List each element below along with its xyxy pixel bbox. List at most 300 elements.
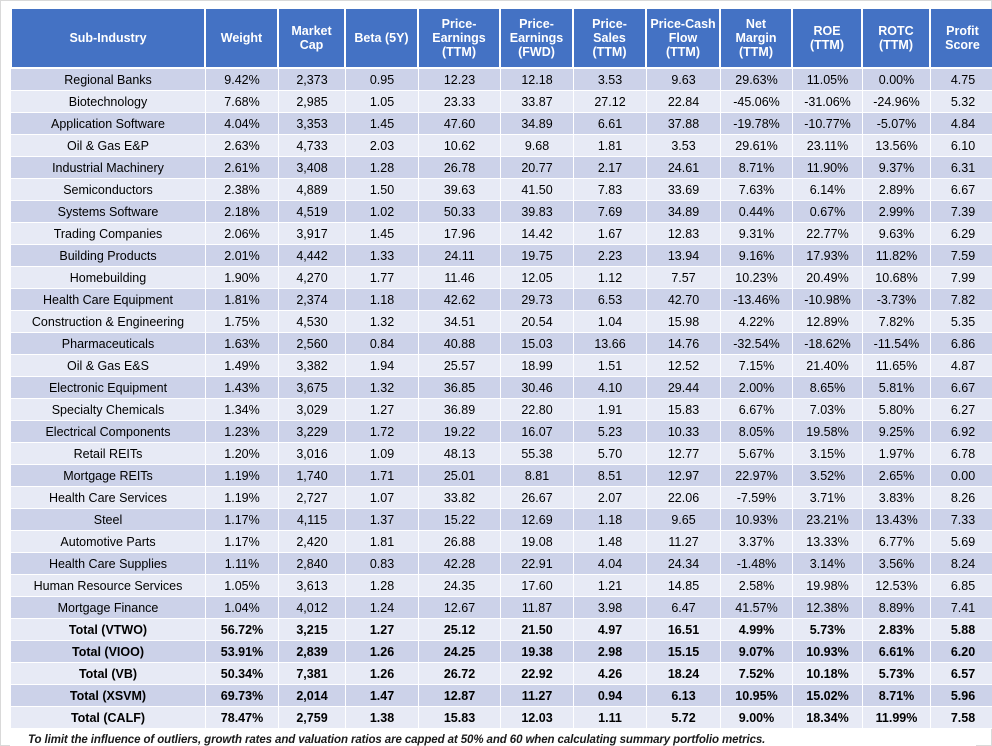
cell-metric-2: 4,733 <box>279 135 346 157</box>
cell-metric-2: 4,115 <box>279 509 346 531</box>
cell-metric-4: 25.12 <box>419 619 501 641</box>
cell-metric-3: 1.37 <box>346 509 419 531</box>
cell-metric-7: 7.57 <box>647 267 721 289</box>
cell-metric-10: 5.81% <box>863 377 931 399</box>
cell-metric-11: 8.24 <box>931 553 992 575</box>
cell-metric-9: 11.90% <box>793 157 863 179</box>
cell-metric-9: 13.33% <box>793 531 863 553</box>
cell-metric-7: 14.76 <box>647 333 721 355</box>
column-header-line: Beta (5Y) <box>354 31 409 45</box>
table-row[interactable] <box>10 245 992 267</box>
cell-metric-6: 1.91 <box>574 399 647 421</box>
cell-sub-industry: Human Resource Services <box>10 575 206 597</box>
cell-metric-8: 22.97% <box>721 465 793 487</box>
cell-metric-9: 0.67% <box>793 201 863 223</box>
cell-metric-4: 34.51 <box>419 311 501 333</box>
cell-metric-3: 1.26 <box>346 663 419 685</box>
cell-metric-9: -18.62% <box>793 333 863 355</box>
column-header-1[interactable] <box>10 9 206 69</box>
cell-metric-6: 4.26 <box>574 663 647 685</box>
cell-metric-10: 6.61% <box>863 641 931 663</box>
cell-metric-4: 26.88 <box>419 531 501 553</box>
cell-metric-6: 5.23 <box>574 421 647 443</box>
cell-metric-7: 12.77 <box>647 443 721 465</box>
cell-metric-9: 19.58% <box>793 421 863 443</box>
cell-metric-5: 20.77 <box>501 157 574 179</box>
cell-metric-8: 7.63% <box>721 179 793 201</box>
cell-metric-4: 33.82 <box>419 487 501 509</box>
cell-metric-8: 9.00% <box>721 707 793 729</box>
cell-metric-1: 56.72% <box>206 619 279 641</box>
cell-sub-industry: Health Care Supplies <box>10 553 206 575</box>
cell-metric-3: 1.26 <box>346 641 419 663</box>
column-header-line: ROTC <box>878 24 914 38</box>
cell-metric-10: -5.07% <box>863 113 931 135</box>
column-header-line: Profit <box>946 24 979 38</box>
cell-metric-2: 3,675 <box>279 377 346 399</box>
cell-sub-industry: Oil & Gas E&S <box>10 355 206 377</box>
cell-metric-2: 4,442 <box>279 245 346 267</box>
cell-metric-3: 0.84 <box>346 333 419 355</box>
cell-metric-7: 29.44 <box>647 377 721 399</box>
cell-metric-8: 41.57% <box>721 597 793 619</box>
cell-metric-4: 12.23 <box>419 69 501 91</box>
cell-metric-7: 34.89 <box>647 201 721 223</box>
column-header-3[interactable] <box>279 9 346 69</box>
cell-metric-2: 7,381 <box>279 663 346 685</box>
cell-metric-11: 6.31 <box>931 157 992 179</box>
cell-metric-9: 10.18% <box>793 663 863 685</box>
cell-metric-2: 3,215 <box>279 619 346 641</box>
cell-metric-1: 1.43% <box>206 377 279 399</box>
cell-metric-5: 16.07 <box>501 421 574 443</box>
cell-metric-10: 11.99% <box>863 707 931 729</box>
cell-metric-2: 2,420 <box>279 531 346 553</box>
cell-metric-6: 1.04 <box>574 311 647 333</box>
cell-metric-8: 2.00% <box>721 377 793 399</box>
cell-metric-6: 4.04 <box>574 553 647 575</box>
cell-metric-9: 3.15% <box>793 443 863 465</box>
cell-metric-6: 3.53 <box>574 69 647 91</box>
cell-sub-industry: Total (CALF) <box>10 707 206 729</box>
cell-metric-8: 29.61% <box>721 135 793 157</box>
column-header-line: Net <box>745 17 767 31</box>
cell-metric-9: 21.40% <box>793 355 863 377</box>
cell-metric-2: 3,016 <box>279 443 346 465</box>
cell-metric-5: 12.18 <box>501 69 574 91</box>
column-header-11[interactable] <box>863 9 931 69</box>
cell-metric-9: 12.89% <box>793 311 863 333</box>
cell-metric-1: 1.23% <box>206 421 279 443</box>
cell-metric-7: 10.33 <box>647 421 721 443</box>
cell-metric-7: 5.72 <box>647 707 721 729</box>
column-header-10[interactable] <box>793 9 863 69</box>
cell-metric-10: 11.82% <box>863 245 931 267</box>
cell-metric-1: 2.18% <box>206 201 279 223</box>
cell-metric-8: 7.15% <box>721 355 793 377</box>
cell-metric-5: 19.08 <box>501 531 574 553</box>
cell-metric-7: 14.85 <box>647 575 721 597</box>
cell-metric-4: 12.87 <box>419 685 501 707</box>
cell-metric-5: 34.89 <box>501 113 574 135</box>
cell-metric-10: 1.97% <box>863 443 931 465</box>
cell-metric-10: 13.56% <box>863 135 931 157</box>
table-total-row[interactable] <box>10 663 992 685</box>
cell-metric-11: 6.78 <box>931 443 992 465</box>
cell-metric-2: 3,029 <box>279 399 346 421</box>
cell-sub-industry: Trading Companies <box>10 223 206 245</box>
cell-metric-7: 9.65 <box>647 509 721 531</box>
column-header-line: (TTM) <box>441 45 476 59</box>
column-header-line: Earnings <box>432 31 486 45</box>
cell-metric-3: 1.02 <box>346 201 419 223</box>
cell-metric-2: 3,382 <box>279 355 346 377</box>
table-total-row[interactable] <box>10 707 992 729</box>
cell-sub-industry: Total (VIOO) <box>10 641 206 663</box>
table-row[interactable] <box>10 377 992 399</box>
table-row[interactable] <box>10 311 992 333</box>
cell-metric-7: 3.53 <box>647 135 721 157</box>
cell-metric-1: 2.63% <box>206 135 279 157</box>
cell-metric-6: 7.69 <box>574 201 647 223</box>
cell-metric-2: 3,353 <box>279 113 346 135</box>
cell-metric-5: 9.68 <box>501 135 574 157</box>
table-row[interactable] <box>10 267 992 289</box>
cell-metric-10: 8.71% <box>863 685 931 707</box>
table-row[interactable] <box>10 157 992 179</box>
cell-metric-2: 4,889 <box>279 179 346 201</box>
cell-sub-industry: Mortgage Finance <box>10 597 206 619</box>
cell-metric-5: 12.03 <box>501 707 574 729</box>
column-header-4[interactable] <box>346 9 419 69</box>
table-row[interactable] <box>10 487 992 509</box>
cell-metric-1: 2.61% <box>206 157 279 179</box>
cell-metric-10: 2.89% <box>863 179 931 201</box>
cell-metric-2: 2,840 <box>279 553 346 575</box>
column-header-line: ROE (TTM) <box>809 24 844 52</box>
cell-sub-industry: Semiconductors <box>10 179 206 201</box>
cell-metric-7: 22.06 <box>647 487 721 509</box>
cell-metric-3: 1.24 <box>346 597 419 619</box>
cell-metric-2: 4,519 <box>279 201 346 223</box>
cell-metric-3: 1.28 <box>346 575 419 597</box>
cell-metric-8: 10.93% <box>721 509 793 531</box>
column-header-line: Score <box>945 38 980 52</box>
cell-metric-4: 26.78 <box>419 157 501 179</box>
column-header-5[interactable] <box>419 9 501 69</box>
cell-metric-5: 41.50 <box>501 179 574 201</box>
cell-metric-9: 10.93% <box>793 641 863 663</box>
cell-metric-10: 3.83% <box>863 487 931 509</box>
cell-metric-5: 11.87 <box>501 597 574 619</box>
cell-metric-8: 7.52% <box>721 663 793 685</box>
cell-metric-6: 2.23 <box>574 245 647 267</box>
cell-metric-1: 1.17% <box>206 531 279 553</box>
cell-metric-8: 0.44% <box>721 201 793 223</box>
cell-metric-4: 10.62 <box>419 135 501 157</box>
cell-metric-5: 39.83 <box>501 201 574 223</box>
cell-metric-3: 1.47 <box>346 685 419 707</box>
cell-metric-7: 24.34 <box>647 553 721 575</box>
column-header-12[interactable] <box>931 9 992 69</box>
cell-metric-8: -13.46% <box>721 289 793 311</box>
column-header-9[interactable] <box>721 9 793 69</box>
cell-metric-9: 5.73% <box>793 619 863 641</box>
table-row[interactable] <box>10 531 992 553</box>
cell-metric-11: 4.75 <box>931 69 992 91</box>
cell-metric-9: 19.98% <box>793 575 863 597</box>
cell-metric-3: 1.77 <box>346 267 419 289</box>
cell-metric-3: 1.45 <box>346 223 419 245</box>
cell-metric-8: -32.54% <box>721 333 793 355</box>
cell-sub-industry: Total (XSVM) <box>10 685 206 707</box>
cell-metric-10: 6.77% <box>863 531 931 553</box>
cell-metric-1: 9.42% <box>206 69 279 91</box>
cell-metric-5: 20.54 <box>501 311 574 333</box>
table-row[interactable] <box>10 135 992 157</box>
cell-sub-industry: Oil & Gas E&P <box>10 135 206 157</box>
cell-metric-6: 1.51 <box>574 355 647 377</box>
cell-metric-2: 4,270 <box>279 267 346 289</box>
table-footnote: To limit the influence of outliers, growth rates and valuation ratios are capped at 50% and 60 when calculating summary portfolio metrics. <box>10 729 976 746</box>
cell-metric-1: 1.19% <box>206 487 279 509</box>
table-total-row[interactable] <box>10 619 992 641</box>
cell-metric-1: 2.38% <box>206 179 279 201</box>
column-header-8[interactable] <box>647 9 721 69</box>
cell-metric-5: 19.38 <box>501 641 574 663</box>
cell-metric-10: 12.53% <box>863 575 931 597</box>
cell-metric-10: 9.25% <box>863 421 931 443</box>
cell-sub-industry: Electronic Equipment <box>10 377 206 399</box>
cell-metric-5: 26.67 <box>501 487 574 509</box>
cell-metric-6: 6.61 <box>574 113 647 135</box>
cell-metric-4: 12.67 <box>419 597 501 619</box>
column-header-line: (TTM) <box>665 45 700 59</box>
table-row[interactable] <box>10 201 992 223</box>
cell-metric-1: 1.90% <box>206 267 279 289</box>
cell-metric-11: 8.26 <box>931 487 992 509</box>
cell-metric-4: 11.46 <box>419 267 501 289</box>
column-header-line: (FWD) <box>518 45 555 59</box>
cell-metric-1: 4.04% <box>206 113 279 135</box>
table-row[interactable] <box>10 179 992 201</box>
table-row[interactable] <box>10 69 992 91</box>
cell-metric-9: 11.05% <box>793 69 863 91</box>
cell-sub-industry: Automotive Parts <box>10 531 206 553</box>
cell-metric-8: 4.99% <box>721 619 793 641</box>
cell-sub-industry: Building Products <box>10 245 206 267</box>
column-header-6[interactable] <box>501 9 574 69</box>
table-row[interactable] <box>10 355 992 377</box>
cell-metric-2: 3,408 <box>279 157 346 179</box>
cell-metric-9: 6.14% <box>793 179 863 201</box>
cell-metric-11: 5.35 <box>931 311 992 333</box>
cell-metric-4: 47.60 <box>419 113 501 135</box>
cell-metric-3: 1.05 <box>346 91 419 113</box>
cell-metric-10: 2.83% <box>863 619 931 641</box>
cell-sub-industry: Total (VTWO) <box>10 619 206 641</box>
cell-metric-3: 1.27 <box>346 619 419 641</box>
cell-metric-5: 21.50 <box>501 619 574 641</box>
column-header-line: Price- <box>441 17 477 31</box>
cell-metric-8: 4.22% <box>721 311 793 333</box>
cell-metric-6: 8.51 <box>574 465 647 487</box>
cell-metric-11: 6.86 <box>931 333 992 355</box>
cell-metric-9: 12.38% <box>793 597 863 619</box>
cell-metric-9: 7.03% <box>793 399 863 421</box>
cell-metric-2: 3,613 <box>279 575 346 597</box>
cell-metric-7: 42.70 <box>647 289 721 311</box>
cell-metric-3: 1.07 <box>346 487 419 509</box>
cell-metric-7: 12.52 <box>647 355 721 377</box>
cell-metric-3: 1.33 <box>346 245 419 267</box>
cell-metric-11: 6.10 <box>931 135 992 157</box>
column-header-line: Flow <box>668 31 698 45</box>
cell-metric-11: 6.67 <box>931 377 992 399</box>
cell-metric-5: 17.60 <box>501 575 574 597</box>
cell-metric-3: 1.32 <box>346 311 419 333</box>
cell-metric-1: 1.17% <box>206 509 279 531</box>
cell-metric-6: 1.48 <box>574 531 647 553</box>
table-total-row[interactable] <box>10 685 992 707</box>
cell-metric-1: 1.63% <box>206 333 279 355</box>
cell-metric-7: 9.63 <box>647 69 721 91</box>
column-header-7[interactable] <box>574 9 647 69</box>
cell-metric-4: 24.11 <box>419 245 501 267</box>
cell-sub-industry: Electrical Components <box>10 421 206 443</box>
cell-metric-7: 13.94 <box>647 245 721 267</box>
table-row[interactable] <box>10 553 992 575</box>
cell-metric-2: 2,374 <box>279 289 346 311</box>
table-row[interactable] <box>10 465 992 487</box>
cell-metric-6: 1.67 <box>574 223 647 245</box>
cell-metric-6: 4.10 <box>574 377 647 399</box>
table-row[interactable] <box>10 597 992 619</box>
cell-metric-11: 6.92 <box>931 421 992 443</box>
cell-metric-8: 2.58% <box>721 575 793 597</box>
cell-metric-11: 0.00 <box>931 465 992 487</box>
cell-sub-industry: Application Software <box>10 113 206 135</box>
cell-metric-9: 17.93% <box>793 245 863 267</box>
table-row[interactable] <box>10 575 992 597</box>
cell-metric-10: 3.56% <box>863 553 931 575</box>
column-header-line: Earnings <box>509 31 564 45</box>
cell-metric-10: 10.68% <box>863 267 931 289</box>
cell-metric-4: 15.83 <box>419 707 501 729</box>
table-row[interactable] <box>10 509 992 531</box>
column-header-line: Margin <box>735 31 777 45</box>
cell-metric-3: 0.83 <box>346 553 419 575</box>
cell-metric-1: 1.11% <box>206 553 279 575</box>
cell-metric-7: 37.88 <box>647 113 721 135</box>
cell-metric-8: -7.59% <box>721 487 793 509</box>
table-row[interactable] <box>10 421 992 443</box>
cell-metric-5: 14.42 <box>501 223 574 245</box>
cell-metric-3: 1.50 <box>346 179 419 201</box>
cell-metric-7: 15.98 <box>647 311 721 333</box>
sub-industry-metrics-table <box>10 9 992 729</box>
cell-metric-3: 1.27 <box>346 399 419 421</box>
cell-sub-industry: Regional Banks <box>10 69 206 91</box>
cell-metric-9: 20.49% <box>793 267 863 289</box>
cell-metric-10: 9.63% <box>863 223 931 245</box>
cell-metric-5: 15.03 <box>501 333 574 355</box>
cell-sub-industry: Pharmaceuticals <box>10 333 206 355</box>
cell-metric-11: 5.69 <box>931 531 992 553</box>
cell-metric-9: 18.34% <box>793 707 863 729</box>
cell-metric-7: 12.83 <box>647 223 721 245</box>
cell-metric-7: 6.47 <box>647 597 721 619</box>
cell-metric-4: 48.13 <box>419 443 501 465</box>
cell-metric-9: 15.02% <box>793 685 863 707</box>
cell-metric-2: 2,759 <box>279 707 346 729</box>
cell-metric-11: 7.58 <box>931 707 992 729</box>
cell-metric-6: 1.12 <box>574 267 647 289</box>
cell-metric-3: 1.81 <box>346 531 419 553</box>
table-row[interactable] <box>10 223 992 245</box>
cell-sub-industry: Systems Software <box>10 201 206 223</box>
cell-metric-2: 2,839 <box>279 641 346 663</box>
table-total-row[interactable] <box>10 641 992 663</box>
cell-metric-5: 12.69 <box>501 509 574 531</box>
cell-sub-industry: Mortgage REITs <box>10 465 206 487</box>
cell-metric-10: -24.96% <box>863 91 931 113</box>
column-header-line: Sub-Industry <box>69 31 147 45</box>
cell-metric-6: 0.94 <box>574 685 647 707</box>
cell-metric-5: 33.87 <box>501 91 574 113</box>
cell-metric-7: 6.13 <box>647 685 721 707</box>
cell-metric-10: 11.65% <box>863 355 931 377</box>
cell-metric-9: -31.06% <box>793 91 863 113</box>
table-row[interactable] <box>10 289 992 311</box>
cell-metric-7: 11.27 <box>647 531 721 553</box>
cell-metric-9: 23.11% <box>793 135 863 157</box>
cell-metric-11: 6.29 <box>931 223 992 245</box>
column-header-line: Cap <box>299 38 324 52</box>
table-row[interactable] <box>10 333 992 355</box>
cell-metric-6: 3.98 <box>574 597 647 619</box>
cell-metric-1: 2.01% <box>206 245 279 267</box>
cell-metric-1: 1.34% <box>206 399 279 421</box>
cell-metric-11: 7.41 <box>931 597 992 619</box>
cell-metric-4: 15.22 <box>419 509 501 531</box>
cell-metric-5: 22.80 <box>501 399 574 421</box>
cell-metric-4: 40.88 <box>419 333 501 355</box>
table-row[interactable] <box>10 113 992 135</box>
table-row[interactable] <box>10 399 992 421</box>
table-body <box>10 69 992 729</box>
cell-metric-4: 24.35 <box>419 575 501 597</box>
cell-metric-1: 7.68% <box>206 91 279 113</box>
cell-metric-11: 7.39 <box>931 201 992 223</box>
cell-metric-6: 5.70 <box>574 443 647 465</box>
table-row[interactable] <box>10 443 992 465</box>
cell-metric-10: -11.54% <box>863 333 931 355</box>
cell-metric-5: 8.81 <box>501 465 574 487</box>
cell-metric-11: 7.99 <box>931 267 992 289</box>
cell-metric-9: -10.98% <box>793 289 863 311</box>
column-header-2[interactable] <box>206 9 279 69</box>
cell-metric-11: 7.82 <box>931 289 992 311</box>
cell-metric-3: 1.28 <box>346 157 419 179</box>
cell-metric-6: 27.12 <box>574 91 647 113</box>
cell-metric-7: 12.97 <box>647 465 721 487</box>
table-row[interactable] <box>10 91 992 113</box>
cell-metric-3: 2.03 <box>346 135 419 157</box>
column-header-line: Price-Cash <box>650 17 716 31</box>
column-header-line: Weight <box>220 31 263 45</box>
cell-metric-6: 4.97 <box>574 619 647 641</box>
